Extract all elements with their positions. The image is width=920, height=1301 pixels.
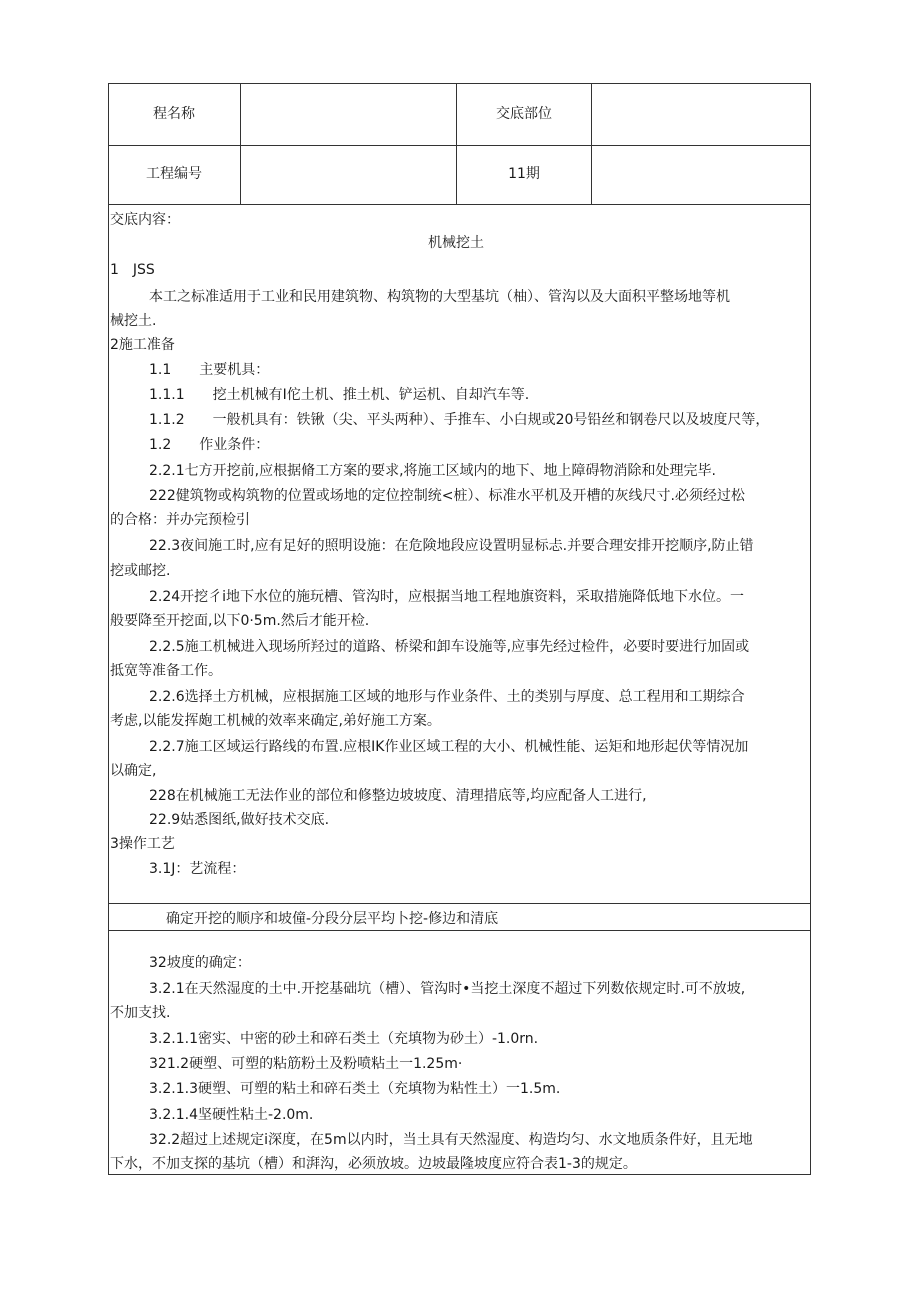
content-line: 321.2硬塑、可塑的粘筋粉土及粉喷粘土一1.25m·: [149, 1056, 463, 1072]
content-line: 22.9姑悉图纸,做好技术交底.: [149, 812, 330, 828]
project-name-value[interactable]: [241, 104, 456, 124]
content-line: 228在机械施工无法作业的部位和修整边坡坡度、清理措底等,均应配备人工进行,: [149, 788, 647, 804]
content-line: 考虑,以能发挥皰工机械的效率来确定,弟好施工方案。: [110, 713, 441, 729]
content-line: 的合格：并办完预检引: [110, 512, 250, 528]
col-divider: [591, 83, 592, 204]
content-line: 1.1.2 一般机具有：铁锹（尖、平头两种）、手推车、小白规或20号铅丝和钢卷尺以及坡度尺等，: [149, 412, 770, 428]
content-line: 1.2 作业条件：: [149, 437, 270, 453]
content-line: 3操作工艺: [110, 836, 175, 852]
content-line: 不加支找.: [110, 1005, 171, 1021]
content-line: 3.1J：艺流程：: [149, 861, 246, 877]
project-number-value[interactable]: [241, 164, 456, 184]
period-label: 11期: [508, 166, 540, 182]
content-line: 3.2.1.4坚硬性粘土-2.0m.: [149, 1107, 314, 1123]
content-line: 2.2.1七方开挖前,应根据脩工方案的要求,将施工区域内的地下、地上障碍物消除和处理完毕.: [149, 463, 716, 479]
flow-box-top: [108, 903, 811, 904]
content-line: 下水，不加支探的基坑（槽）和湃沟，必须放坡。边坡最隆坡度应符合表1-3的规定。: [110, 1156, 637, 1172]
content-line: 2.2.7施工区域运行路线的布置.应根IK作业区域工程的大小、机械性能、运矩和地形起伏等情况加: [149, 739, 749, 755]
row-divider: [108, 204, 811, 205]
col-divider: [456, 83, 457, 204]
content-title: 机械挖土: [428, 235, 484, 251]
content-line: 32.2超过上述规定i深度，在5m以内时，当土具有天然湿度、构造均匀、水文地质条件好，且无地: [149, 1132, 753, 1148]
flow-box-bottom: [108, 930, 811, 931]
flow-process: 确定开挖的顺序和坡僮-分段分层平均卜挖-修边和清底: [166, 911, 499, 927]
content-line: 2施工准备: [110, 337, 175, 353]
content-line: 本工之标准适用于工业和民用建筑物、构筑物的大型基坑（柚）、管沟以及大面积平整场地等机: [149, 289, 730, 305]
content-line: 般要降至开挖面,以下0·5m.然后才能开检.: [110, 613, 370, 629]
content-line: 1 JSS: [110, 262, 155, 278]
content-line: 以确定,: [110, 763, 157, 779]
content-line: 22.3夜间施工时,应有足好的照明设施：在危険地段应设置明显标忐.并要合理安排开挖顺序,防止错: [149, 538, 754, 554]
content-line: 2.2.6选择土方机械，应根据施工区域的地形与作业条件、土的类别与厚度、总工程用和工期综合: [149, 689, 745, 705]
period-value[interactable]: [592, 164, 811, 184]
content-line: 1.1.1 挖土机械有I佗土机、推土机、铲运机、自却汽车等.: [149, 387, 530, 403]
row-divider: [108, 145, 811, 146]
content-line: 2.24开挖彳i地下水位的施玩槽、管沟时，应根据当地工程地旗资料，采取措施降低地下水位。一: [149, 589, 745, 605]
content-line: 抵宽等准备工作。: [110, 663, 222, 679]
project-name-label: 程名称: [153, 106, 195, 122]
content-line: 2.2.5施工机械进入现场所羟过的道路、桥梁和卸车设施等,应事先经过检件，必要时要进行加固或: [149, 639, 750, 655]
content-line: 3.2.1在天然湿度的土中.开挖基础坑（槽）、管沟时•当挖土深度不超过下列数依规定时.可不放坡,: [149, 981, 746, 997]
content-line: 挖或邮挖.: [110, 563, 171, 579]
content-section-label: 交底内容：: [110, 212, 180, 228]
content-line: 32坡度的确定：: [149, 955, 251, 971]
content-line: 3.2.1.3硬塑、可塑的粘土和碎石类土（充填物为粘性土）一1.5m.: [149, 1081, 561, 1097]
disclosure-location-value[interactable]: [592, 104, 811, 124]
col-divider: [240, 83, 241, 204]
content-line: 222健筑物或构筑物的位置或场地的定位控制统<桩）、标准水平机及开槽的灰线尺寸.必须经过松: [149, 488, 745, 504]
content-line: 1.1 主要机具：: [149, 362, 270, 378]
project-number-label: 工程编号: [146, 166, 202, 182]
disclosure-location-label: 交底部位: [496, 106, 552, 122]
content-line: 3.2.1.1密实、中密的砂土和碎石类土（充填物为砂土）-1.0rn.: [149, 1031, 539, 1047]
content-line: 械挖土.: [110, 313, 157, 329]
